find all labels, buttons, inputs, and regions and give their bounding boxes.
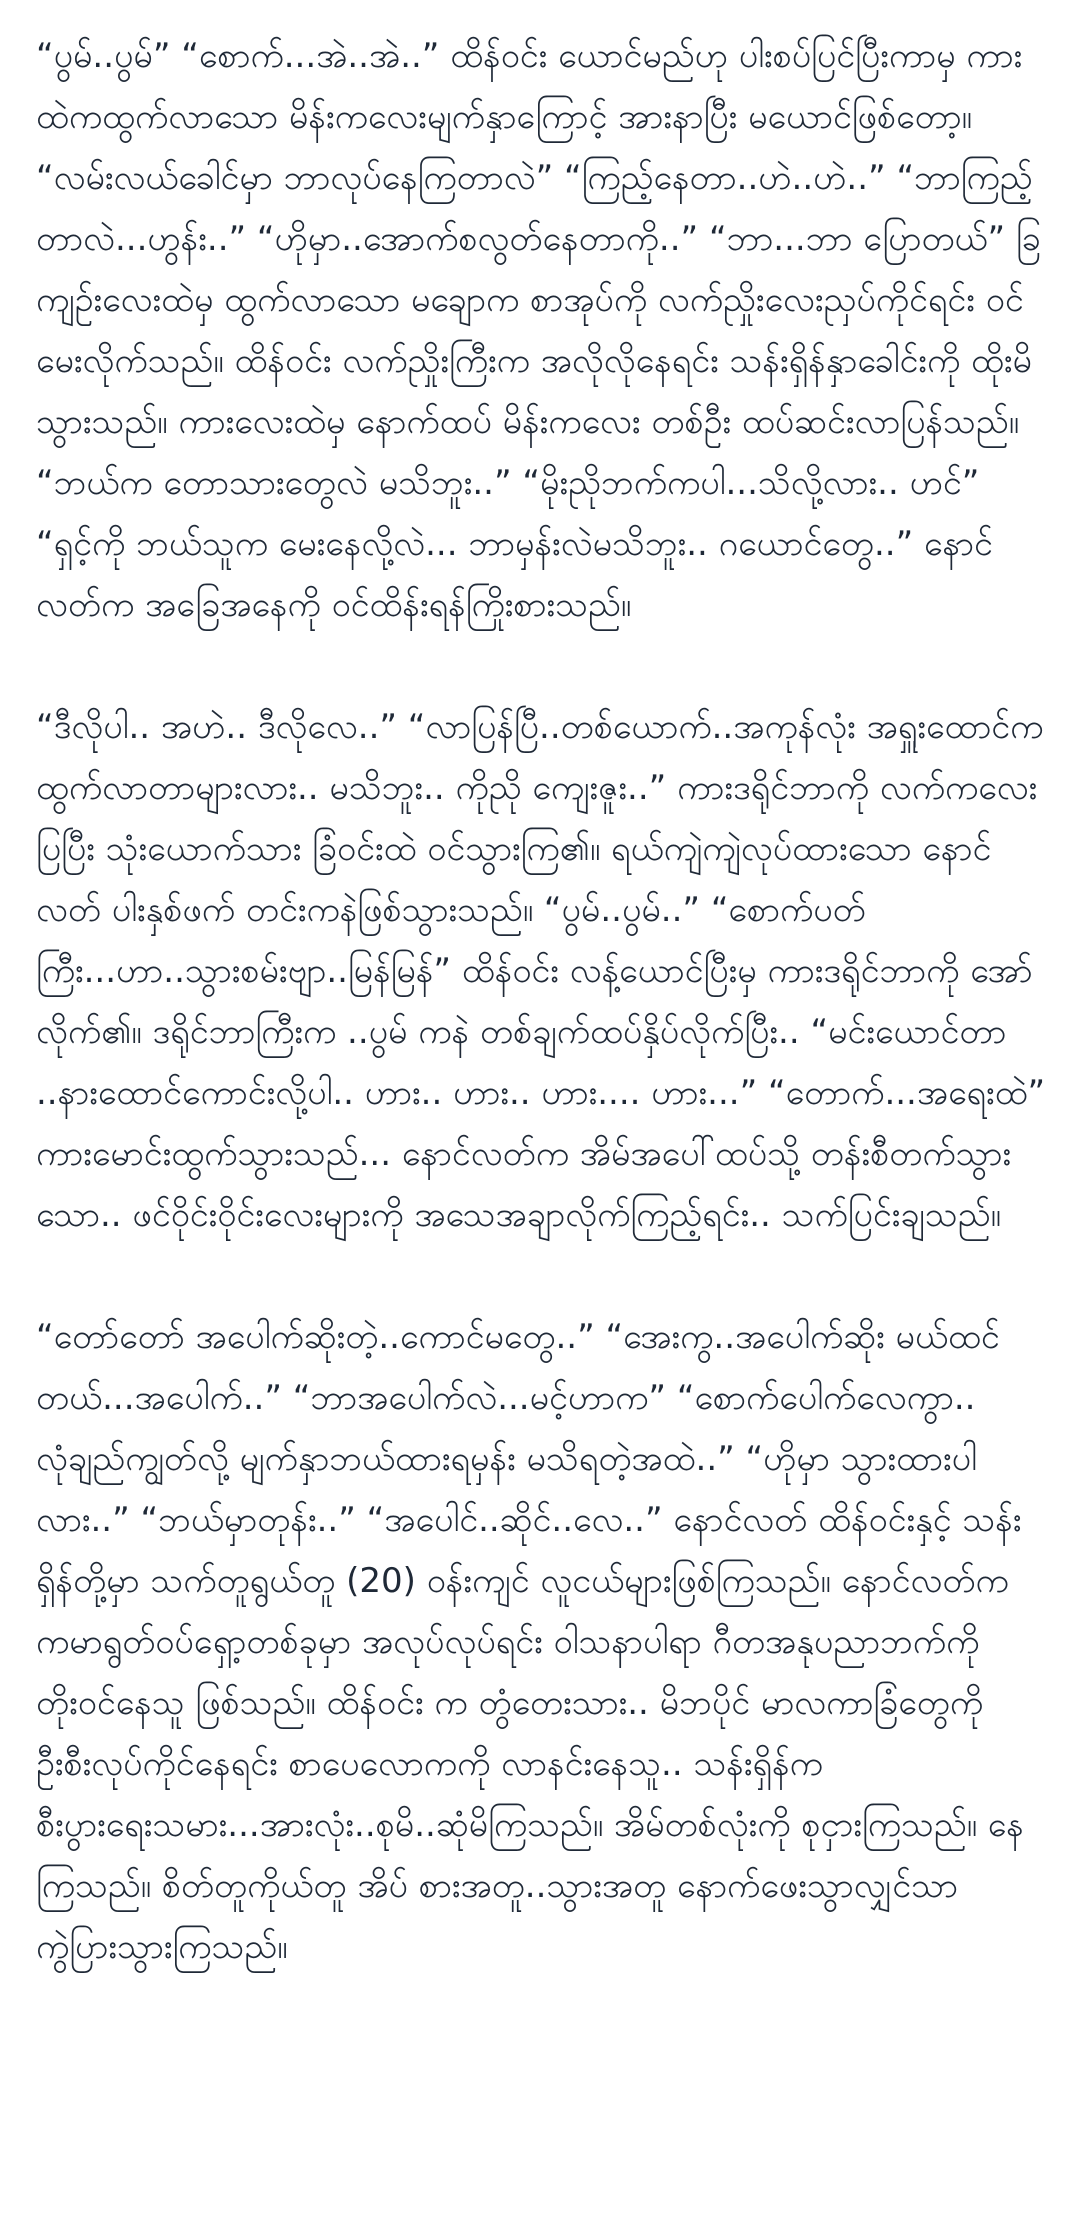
paragraph-2: “ဒီလိုပါ.. အဟဲ.. ဒီလိုလေ..” “လာပြန်ပြီ..တစ်ယောက်..အကုန်လုံး အရှူးထောင်က ထွက်လာတာများလား.. မသိဘူး.. ကိုညို ကျေးဇူး..” ကားဒရိုင်ဘာကို လက်ကလေးပြပြီး သုံးယောက်သား ခြံဝင်းထဲ ဝင်သွားကြ၏။ ရယ်ကျဲကျဲလုပ်ထားသော နောင်လတ် ပါးနှစ်ဖက် တင်းကနဲဖြစ်သွားသည်။ “ပွမ်..ပွမ်..” “စောက်ပတ်ကြီး...ဟာ..သွားစမ်းဗျာ..မြန်မြန်” ထိန်ဝင်း လန့်ယောင်ပြီးမှ ကားဒရိုင်ဘာကို အော်လိုက်၏။ ဒရိုင်ဘာကြီးက ..ပွမ် ကနဲ တစ်ချက်ထပ်နှိပ်လိုက်ပြီး.. “မင်းယောင်တာ ..နားထောင်ကောင်းလို့ပါ.. ဟား.. ဟား.. ဟား.... ဟား...” “တောက်...အရေးထဲ” ကားမောင်းထွက်သွားသည်... နောင်လတ်က အိမ်အပေါ်ထပ်သို့ တန်းစီတက်သွားသော.. ဖင်ဝိုင်းဝိုင်းလေးများကို အသေအချာလိုက်ကြည့်ရင်း.. သက်ပြင်းချသည်။: [36, 707, 1046, 1235]
paragraph-3: “တော်တော် အပေါက်ဆိုးတဲ့..ကောင်မတွေ..” “အေးကွ..အပေါက်ဆိုး မယ်ထင်တယ်...အပေါက်..” “ဘာအပေါက်လဲ...မင့်ဟာက” “စောက်ပေါက်လေကွာ.. လုံချည်ကျွတ်လို့ မျက်နှာဘယ်ထားရမှန်း မသိရတဲ့အထဲ..” “ဟိုမှာ သွားထားပါလား..” “ဘယ်မှာတုန်း..” “အပေါင်..ဆိုင်..လေ..” နောင်လတ် ထိန်ဝင်းနှင့် သန်းရှိန်တို့မှာ သက်တူရွယ်တူ (20) ဝန်းကျင် လူငယ်များဖြစ်ကြသည်။ နောင်လတ်က ကမာရွတ်ဝပ်ရှော့တစ်ခုမှာ အလုပ်လုပ်ရင်း ဝါသနာပါရာ ဂီတအနုပညာဘက်ကို တိုးဝင်နေသူ ဖြစ်သည်။ ထိန်ဝင်း က တွံတေးသား.. မိဘပိုင် မာလကာခြံတွေကို ဦးစီးလုပ်ကိုင်နေရင်း စာပေလောကကို လာနင်းနေသူ.. သန်းရှိန်က စီးပွားရေးသမား...အားလုံး..စုမိ..ဆုံမိကြသည်။ အိမ်တစ်လုံးကို စုငှားကြသည်။ နေကြသည်။ စိတ်တူကိုယ်တူ အိပ် စားအတူ..သွားအတူ နောက်ဖေးသွာလျှင်သာ ကွဲပြားသွားကြသည်။: [36, 1317, 1024, 1967]
paragraph-1: “ပွမ်..ပွမ်” “စောက်...အဲ..အဲ..” ထိန်ဝင်း ယောင်မည်ဟု ပါးစပ်ပြင်ပြီးကာမှ ကားထဲကထွက်လာသော မိန်းကလေးမျက်နှာကြောင့် အားနာပြီး မယောင်ဖြစ်တော့။ “လမ်းလယ်ခေါင်မှာ ဘာလုပ်နေကြတာလဲ” “ကြည့်နေတာ..ဟဲ..ဟဲ..” “ဘာကြည့်တာလဲ...ဟွန်း..” “ဟိုမှာ..အောက်စလွတ်နေတာကို..” “ဘာ...ဘာ ပြောတယ်” ခြကျဉ်းလေးထဲမှ ထွက်လာသော မချောက စာအုပ်ကို လက်ညှိုးလေးညှပ်ကိုင်ရင်း ဝင်မေးလိုက်သည်။ ထိန်ဝင်း လက်ညှိုးကြီးက အလိုလိုနေရင်း သန်းရှိန်နှာခေါင်းကို ထိုးမိသွားသည်။ ကားလေးထဲမှ နောက်ထပ် မိန်းကလေး တစ်ဦး ထပ်ဆင်းလာပြန်သည်။ “ဘယ်က တောသားတွေလဲ မသိဘူး..” “မိုးညိုဘက်ကပါ...သိလို့လား.. ဟင်” “ရှင့်ကို ဘယ်သူက မေးနေလို့လဲ... ဘာမှန်းလဲမသိဘူး.. ဂယောင်တွေ..” နောင်လတ်က အခြေအနေကို ဝင်ထိန်းရန်ကြိုးစားသည်။: [36, 36, 1041, 625]
